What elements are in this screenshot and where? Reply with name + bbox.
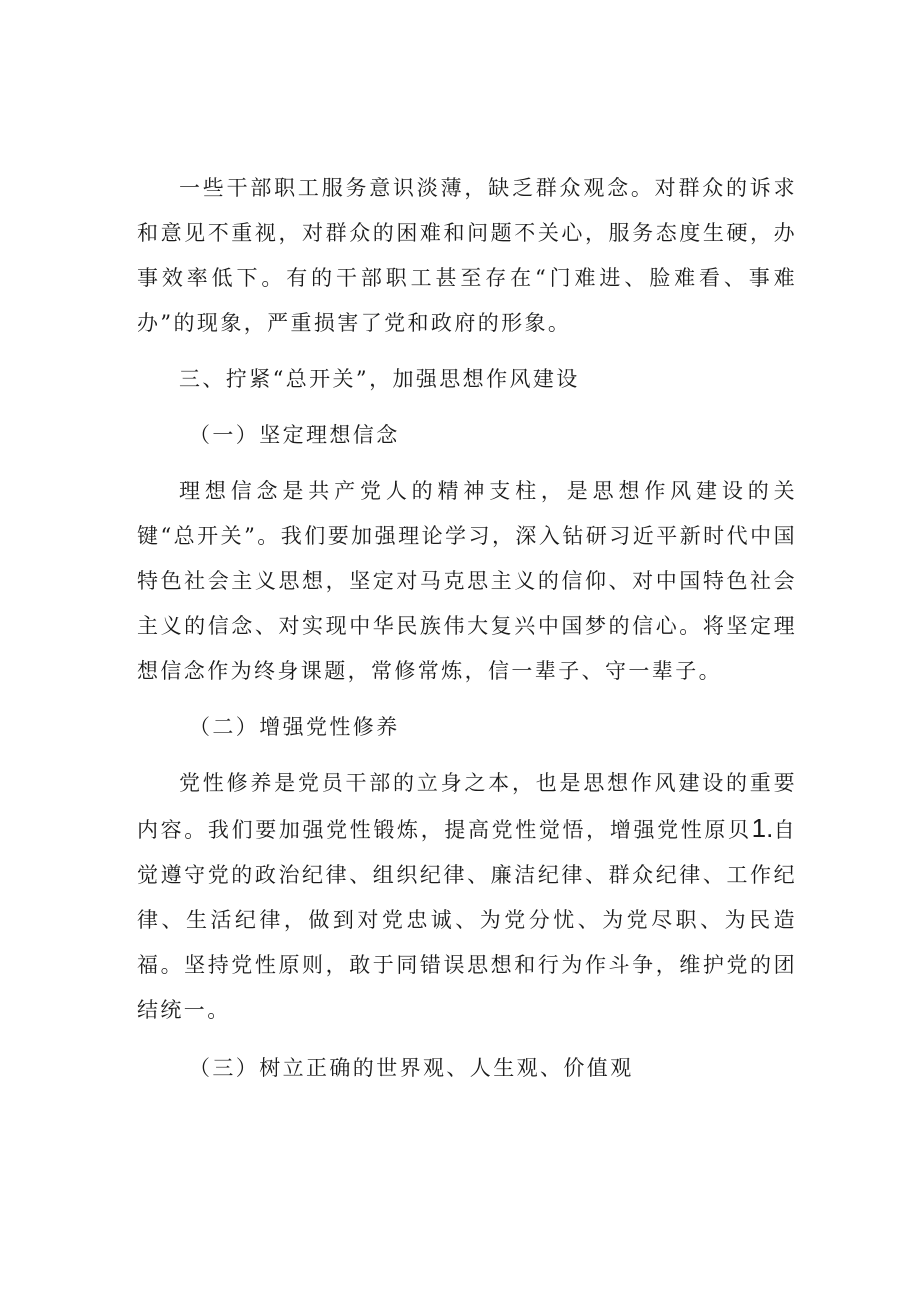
- paragraph-party-spirit-part1: 党性修养是党员干部的立身之本，也是思想作风建设的重要内容。我们要加强党性锻炼，提高党性觉悟，增强党性原贝: [137, 771, 797, 842]
- subheading-two: （二）增强党性修养: [189, 715, 400, 739]
- spacer: [137, 458, 797, 469]
- subheading-three: （三）树立正确的世界观、人生观、价值观: [189, 1056, 634, 1080]
- subheading-one: （一）坚定理想信念: [189, 423, 400, 447]
- spacer: [137, 346, 797, 357]
- spacer: [137, 750, 797, 761]
- paragraph-service-awareness: 一些干部职工服务意识淡薄，缺乏群众观念。对群众的诉求和意见不重视，对群众的困难和问题不关心，服务态度生硬，办事效率低下。有的干部职工甚至存在“门难进、脸难看、事难办”的现象，严重损害了党和政府的形象。: [137, 176, 797, 335]
- spacer: [137, 694, 797, 705]
- list-number: 1.: [751, 813, 774, 843]
- paragraph-ideals-beliefs: 理想信念是共产党人的精神支柱，是思想作风建设的关键“总开关”。我们要加强理论学习，深入钻研习近平新时代中国特色社会主义思想，坚定对马克思主义的信仰、对中国特色社会主义的信念、对实现中华民族伟大复兴中国梦的信心。将坚定理想信念作为终身课题，常修常炼，信一辈子、守一辈子。: [137, 479, 797, 683]
- paragraph-party-spirit: [137, 761, 797, 1033]
- section-heading-three: 三、拧紧“总开关”，加强思想作风建设: [179, 367, 580, 391]
- paragraph-party-spirit-part2: 自觉遵守党的政治纪律、组织纪律、廉洁纪律、群众纪律、工作纪律、生活纪律，做到对党忠诚、为党分忧、为党尽职、为民造福。坚持党性原则，敢于同错误思想和行为作斗争，维护党的团结统一。: [137, 818, 798, 1022]
- spacer: [137, 1033, 797, 1046]
- spacer: [137, 402, 797, 413]
- document-body: [137, 166, 797, 1091]
